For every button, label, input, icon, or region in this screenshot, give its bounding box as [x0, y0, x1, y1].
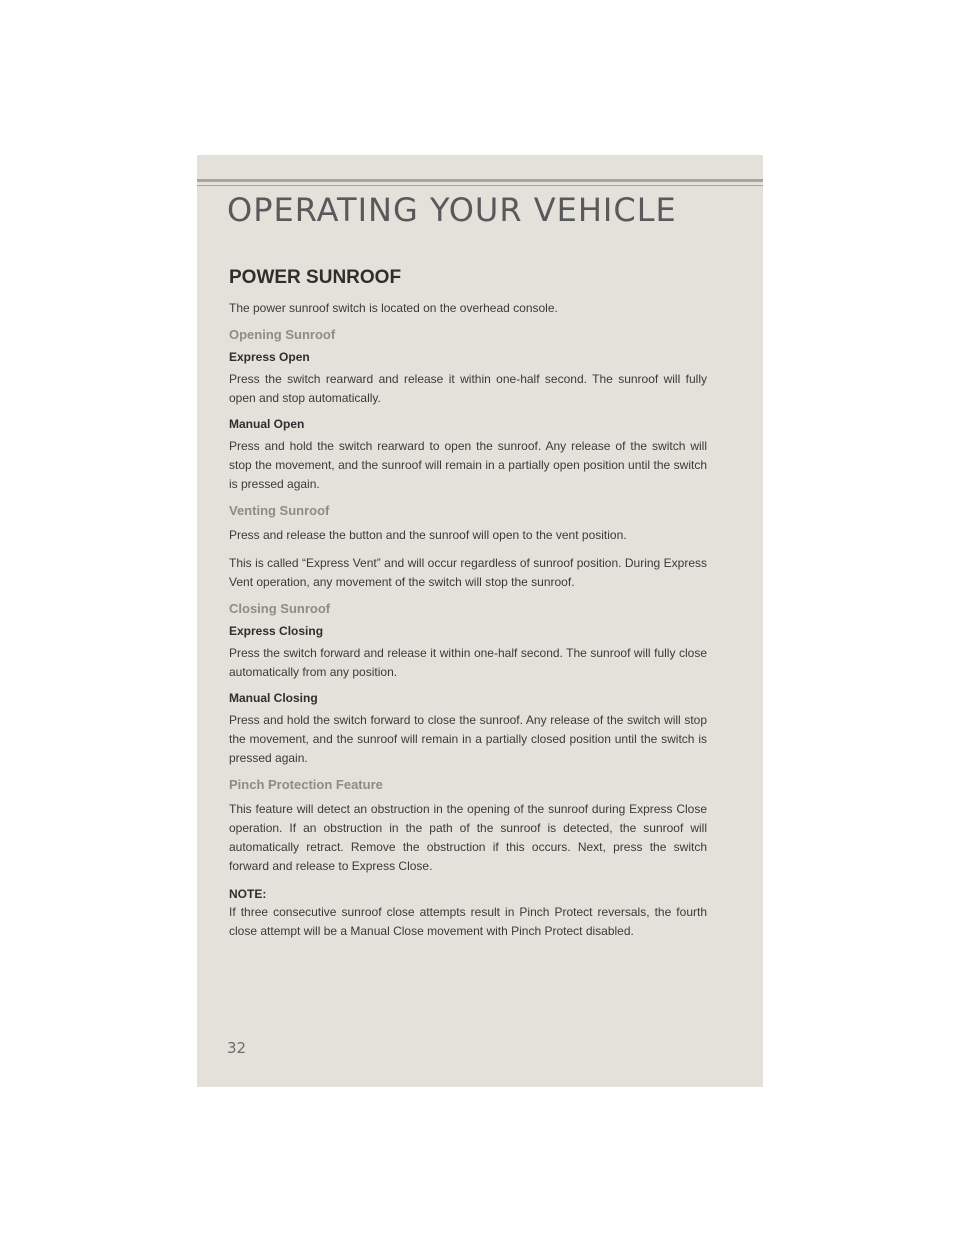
opening-sunroof-heading: Opening Sunroof — [229, 327, 336, 342]
intro-paragraph: The power sunroof switch is located on the overhead console. — [229, 301, 558, 315]
manual-closing-label: Manual Closing — [229, 691, 318, 705]
venting-sunroof-heading: Venting Sunroof — [229, 503, 330, 518]
note-text: If three consecutive sunroof close attempts result in Pinch Protect reversals, the fourth close attempt will be a Manual Close movement with Pinch Protect disabled. — [229, 905, 707, 938]
pinch-protection-text: This feature will detect an obstruction in the opening of the sunroof during Express Close operation. If an obstruction in the path of the sunroof is detected, the sunroof will automatically retract. Remove the obstruction if this occurs. Next, press the switch forward and release to Express Close. — [229, 802, 707, 873]
venting-text-1: Press and release the button and the sunroof will open to the vent position. — [229, 528, 627, 542]
express-open-text: Press the switch rearward and release it within one-half second. The sunroof will fully open and stop automatically. — [229, 372, 707, 405]
section-header: OPERATING YOUR VEHICLE — [227, 191, 677, 229]
closing-sunroof-heading: Closing Sunroof — [229, 601, 331, 616]
express-closing-text: Press the switch forward and release it within one-half second. The sunroof will fully close automatically from any position. — [229, 646, 707, 679]
manual-open-text: Press and hold the switch rearward to open the sunroof. Any release of the switch will stop the movement, and the sunroof will remain in a partially open position until the switch is pressed again. — [229, 439, 707, 491]
page-number: 32 — [227, 1039, 247, 1057]
manual-closing-text: Press and hold the switch forward to close the sunroof. Any release of the switch will stop the movement, and the sunroof will remain in a partially closed position until the switch is pressed again. — [229, 713, 707, 765]
venting-text-2: This is called “Express Vent” and will occur regardless of sunroof position. During Express Vent operation, any movement of the switch will stop the sunroof. — [229, 556, 707, 589]
manual-page — [197, 155, 763, 1087]
header-rule-thick — [197, 179, 763, 182]
manual-open-label: Manual Open — [229, 417, 305, 431]
header-rule-thin — [197, 185, 763, 186]
express-closing-label: Express Closing — [229, 624, 324, 638]
page-content — [229, 267, 707, 950]
pinch-protection-heading: Pinch Protection Feature — [229, 777, 383, 792]
note-label: NOTE: — [229, 887, 267, 901]
page-title: POWER SUNROOF — [229, 267, 402, 288]
express-open-label: Express Open — [229, 350, 310, 364]
